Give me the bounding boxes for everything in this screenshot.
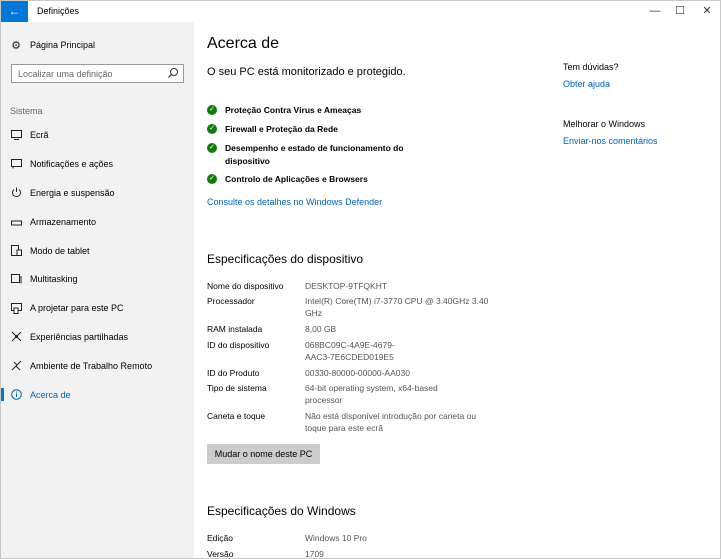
- protection-status-text: O seu PC está monitorizado e protegido.: [207, 66, 406, 78]
- spec-key: ID do dispositivo: [207, 340, 270, 350]
- close-button[interactable]: ✕: [702, 5, 712, 17]
- protection-item: [207, 173, 368, 186]
- sidebar-nav: [1, 121, 194, 409]
- sidebar-item-projetar[interactable]: [1, 294, 194, 323]
- protection-item: [207, 123, 338, 136]
- sidebar-home[interactable]: [10, 38, 95, 52]
- sidebar-item-label: Notificações e ações: [30, 159, 114, 170]
- protection-label: Controlo de Aplicações e Browsers: [225, 174, 368, 184]
- title-bar: [1, 1, 720, 22]
- project-icon: [10, 302, 22, 314]
- tablet-icon: [10, 245, 22, 257]
- spec-key: Processador: [207, 296, 255, 306]
- sidebar-item-energia[interactable]: [1, 179, 194, 208]
- feedback-link[interactable]: Enviar-nos comentários: [563, 136, 658, 146]
- sidebar-section-label: Sistema: [10, 106, 43, 116]
- spec-value: 068BC09C-4A9E-4679-AAC3-7E6CDED019E5: [305, 340, 395, 362]
- device-specs-heading: Especificações do dispositivo: [207, 252, 364, 266]
- sidebar-item-multitasking[interactable]: [1, 265, 194, 294]
- spec-value: DESKTOP-9TFQKHT: [305, 281, 388, 291]
- check-icon: ✓: [207, 105, 217, 115]
- check-icon: ✓: [207, 143, 217, 153]
- sidebar-item-armazenamento[interactable]: [1, 207, 194, 236]
- search-input[interactable]: [12, 65, 162, 82]
- spec-key: Versão: [207, 549, 234, 559]
- check-icon: ✓: [207, 124, 217, 134]
- spec-key: Edição: [207, 533, 233, 543]
- spec-key: ID do Produto: [207, 368, 260, 378]
- active-indicator: [1, 388, 4, 401]
- main-content: [194, 22, 544, 559]
- spec-value: Não está disponível introdução por caneta ou toque para este ecrã: [305, 411, 477, 433]
- gear-icon: ⚙: [11, 39, 21, 52]
- spec-value: 00330-80000-00000-AA030: [305, 368, 410, 378]
- shared-icon: [10, 331, 22, 343]
- spec-value: 8,00 GB: [305, 324, 337, 334]
- display-icon: [10, 129, 22, 141]
- check-icon: ✓: [207, 174, 217, 184]
- protection-item: [207, 142, 415, 168]
- sidebar-item-label: Modo de tablet: [30, 245, 90, 256]
- sidebar-item-label: A projetar para este PC: [30, 303, 124, 314]
- maximize-button[interactable]: ☐: [675, 5, 685, 17]
- multitasking-icon: [10, 273, 22, 285]
- remote-icon: [10, 360, 22, 372]
- sidebar-home-label: Página Principal: [30, 40, 96, 50]
- sidebar-item-label: Ambiente de Trabalho Remoto: [30, 360, 153, 371]
- spec-value: Intel(R) Core(TM) i7-3770 CPU @ 3.40GHz 3.40 GHz: [305, 296, 489, 318]
- power-icon: [10, 187, 22, 199]
- sidebar-item-notificacoes[interactable]: [1, 150, 194, 179]
- sidebar-item-label: Multitasking: [30, 274, 78, 285]
- spec-value: 64-bit operating system, x64-based processor: [305, 383, 438, 405]
- protection-label: Firewall e Proteção da Rede: [225, 124, 338, 134]
- minimize-button[interactable]: —: [649, 5, 661, 17]
- get-help-link[interactable]: Obter ajuda: [563, 79, 611, 89]
- sidebar-item-label: Armazenamento: [30, 216, 97, 227]
- protection-label: Desempenho e estado de funcionamento do dispositivo: [225, 143, 404, 166]
- back-button[interactable]: [1, 1, 28, 22]
- spec-value: 1709: [305, 549, 324, 559]
- sidebar-item-label: Experiências partilhadas: [30, 331, 129, 342]
- sidebar-item-ecra[interactable]: [1, 121, 194, 150]
- search-icon[interactable]: [167, 67, 179, 79]
- spec-key: Tipo de sistema: [207, 383, 267, 393]
- sidebar: [1, 22, 194, 559]
- sidebar-item-label: Ecrã: [30, 130, 49, 141]
- sidebar-item-label: Acerca de: [30, 389, 71, 400]
- spec-value: Windows 10 Pro: [305, 533, 367, 543]
- sidebar-item-tablet[interactable]: [1, 236, 194, 265]
- protection-item: [207, 104, 361, 117]
- defender-details-link[interactable]: Consulte os detalhes no Windows Defender: [207, 197, 383, 207]
- spec-key: Caneta e toque: [207, 411, 266, 421]
- info-icon: [10, 389, 22, 401]
- spec-key: RAM instalada: [207, 324, 263, 334]
- sidebar-item-remoto[interactable]: [1, 351, 194, 380]
- search-box: [11, 64, 184, 83]
- protection-label: Proteção Contra Vírus e Ameaças: [225, 105, 362, 115]
- spec-key: Nome do dispositivo: [207, 281, 284, 291]
- questions-heading: Tem dúvidas?: [563, 62, 619, 72]
- back-arrow-icon: ←: [8, 4, 21, 18]
- rename-pc-button[interactable]: Mudar o nome deste PC: [207, 444, 320, 464]
- storage-icon: [10, 216, 22, 228]
- window-title: Definições: [37, 6, 80, 16]
- sidebar-item-label: Energia e suspensão: [30, 187, 115, 198]
- improve-heading: Melhorar o Windows: [563, 119, 646, 129]
- windows-specs-heading: Especificações do Windows: [207, 504, 356, 518]
- page-title: Acerca de: [207, 35, 280, 52]
- notifications-icon: [10, 158, 22, 170]
- sidebar-item-experiencias[interactable]: [1, 323, 194, 352]
- sidebar-item-acerca[interactable]: [1, 380, 194, 409]
